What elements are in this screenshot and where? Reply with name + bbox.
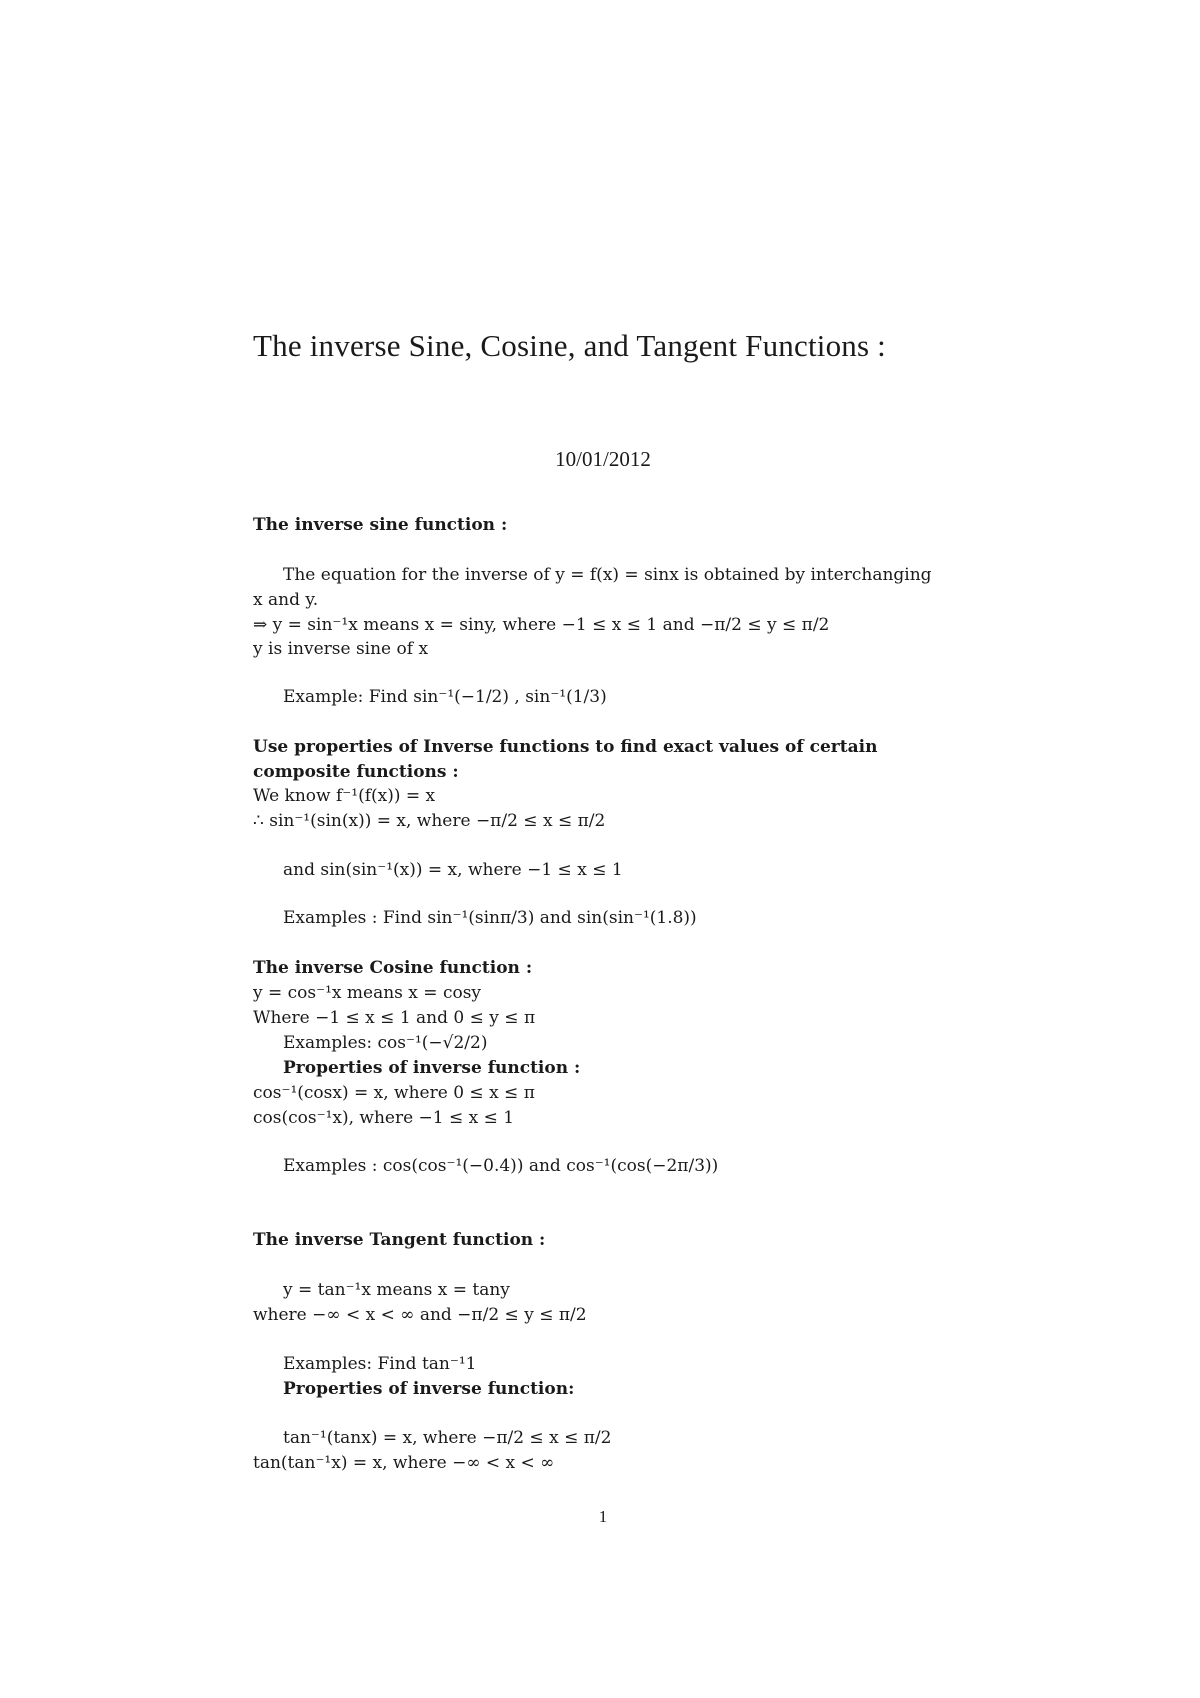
composite-examples: Examples : Find sin⁻¹(sinπ/3) and sin(sin⁻¹(1.8)) bbox=[283, 908, 697, 928]
section-heading-composite-line-2: composite functions : bbox=[253, 762, 459, 782]
page-number: 1 bbox=[598, 1507, 608, 1526]
tangent-line-1: y = tan⁻¹x means x = tany bbox=[283, 1280, 510, 1300]
section-heading-composite-line-1: Use properties of Inverse functions to find exact values of certain bbox=[253, 737, 878, 757]
cosine-property-1: cos⁻¹(cosx) = x, where 0 ≤ x ≤ π bbox=[253, 1083, 535, 1103]
composite-and-line: and sin(sin⁻¹(x)) = x, where −1 ≤ x ≤ 1 bbox=[283, 860, 623, 880]
cosine-examples: Examples : cos(cos⁻¹(−0.4)) and cos⁻¹(cos(−2π/3)) bbox=[283, 1156, 719, 1176]
cosine-line-1: y = cos⁻¹x means x = cosy bbox=[253, 983, 482, 1003]
cosine-properties-heading: Properties of inverse function : bbox=[283, 1058, 581, 1078]
sine-example: Example: Find sin⁻¹(−1/2) , sin⁻¹(1/3) bbox=[283, 687, 607, 707]
tangent-property-2: tan(tan⁻¹x) = x, where −∞ < x < ∞ bbox=[253, 1453, 555, 1473]
document-date: 10/01/2012 bbox=[555, 447, 651, 471]
cosine-property-2: cos(cos⁻¹x), where −1 ≤ x ≤ 1 bbox=[253, 1108, 515, 1128]
document-page bbox=[253, 0, 953, 1698]
section-heading-inverse-cosine: The inverse Cosine function : bbox=[253, 958, 533, 978]
cosine-example: Examples: cos⁻¹(−√2/2) bbox=[283, 1033, 488, 1053]
tangent-line-2: where −∞ < x < ∞ and −π/2 ≤ y ≤ π/2 bbox=[253, 1305, 587, 1325]
tangent-example: Examples: Find tan⁻¹1 bbox=[283, 1354, 477, 1374]
sine-text-line-4: y is inverse sine of x bbox=[253, 639, 429, 659]
sine-text-line-2: x and y. bbox=[253, 590, 319, 610]
sine-text-line-1: The equation for the inverse of y = f(x) = sinx is obtained by interchanging bbox=[283, 565, 932, 585]
section-heading-inverse-tangent: The inverse Tangent function : bbox=[253, 1230, 546, 1250]
section-heading-inverse-sine: The inverse sine function : bbox=[253, 515, 508, 535]
sine-text-line-3: ⇒ y = sin⁻¹x means x = siny, where −1 ≤ x ≤ 1 and −π/2 ≤ y ≤ π/2 bbox=[253, 615, 830, 635]
tangent-properties-heading: Properties of inverse function: bbox=[283, 1379, 575, 1399]
cosine-line-2: Where −1 ≤ x ≤ 1 and 0 ≤ y ≤ π bbox=[253, 1008, 536, 1028]
composite-therefore: ∴ sin⁻¹(sin(x)) = x, where −π/2 ≤ x ≤ π/2 bbox=[253, 811, 606, 831]
page-title: The inverse Sine, Cosine, and Tangent Functions : bbox=[253, 328, 886, 363]
tangent-property-1: tan⁻¹(tanx) = x, where −π/2 ≤ x ≤ π/2 bbox=[283, 1428, 612, 1448]
composite-know: We know f⁻¹(f(x)) = x bbox=[253, 786, 436, 806]
